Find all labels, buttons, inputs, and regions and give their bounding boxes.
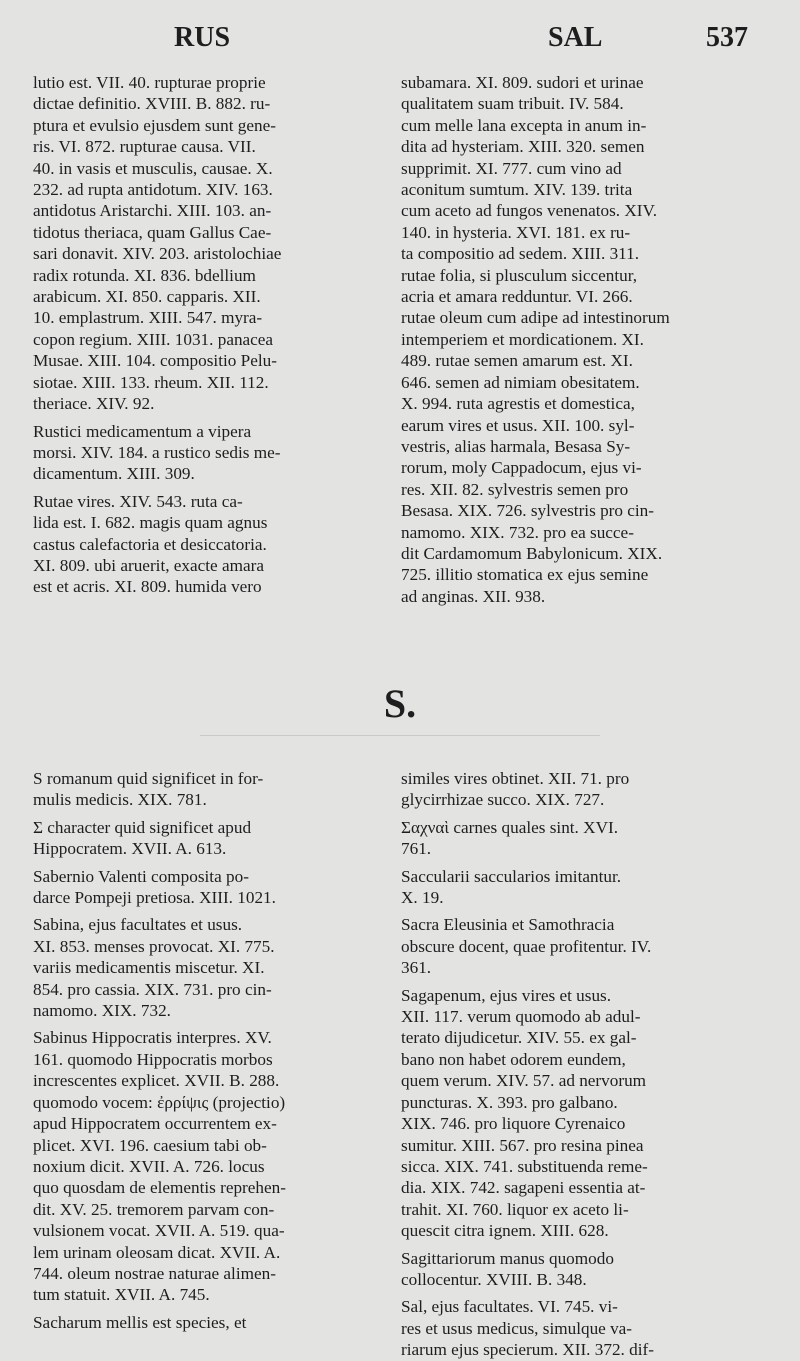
text-line: cum melle lana excepta in anum in- <box>401 115 647 135</box>
text-line: lida est. I. 682. magis quam agnus <box>33 513 268 533</box>
index-entry <box>33 72 388 415</box>
text-line: apud Hippocratem occurrentem ex- <box>33 1114 277 1134</box>
header-left-keyword: RUS <box>174 22 231 53</box>
text-line: lem urinam oleosam dicat. XVII. A. <box>33 1242 281 1262</box>
text-line: Hippocratem. XVII. A. 613. <box>33 839 227 859</box>
index-entry-rustici <box>33 421 388 485</box>
text-line: Sal, ejus facultates. VI. 745. vi- <box>401 1297 618 1317</box>
text-line: sumitur. XIII. 567. pro resina pinea <box>401 1135 644 1155</box>
index-entry-rutae <box>33 491 388 598</box>
text-line: 646. semen ad nimiam obesitatem. <box>401 372 640 392</box>
index-entry-sigma <box>33 817 388 860</box>
text-line: XI. 809. ubi aruerit, exacte amara <box>33 555 264 575</box>
index-entry-sacharum-cont <box>401 768 756 811</box>
section-divider <box>200 735 600 736</box>
text-line: dit Cardamomum Babylonicum. XIX. <box>401 543 663 563</box>
text-line: 10. emplastrum. XIII. 547. myra- <box>33 308 263 328</box>
text-line: similes vires obtinet. XII. 71. pro <box>401 769 630 788</box>
text-line: ris. VI. 872. rupturae causa. VII. <box>33 137 256 157</box>
text-line: dia. XIX. 742. sagapeni essentia at- <box>401 1178 646 1198</box>
text-line: namomo. XIX. 732. pro ea succe- <box>401 522 634 542</box>
text-line: Sacharum mellis est species, et <box>33 1312 247 1332</box>
text-line: rutae folia, si plusculum siccentur, <box>401 265 638 285</box>
text-line: radix rotunda. XI. 836. bdellium <box>33 265 256 285</box>
text-line: 489. rutae semen amarum est. XI. <box>401 351 633 371</box>
text-line: rorum, moly Cappadocum, ejus vi- <box>401 458 642 478</box>
text-line: mulis medicis. XIX. 781. <box>33 790 207 810</box>
index-entry-saccularii <box>401 866 756 909</box>
text-line: Σαχναὶ carnes quales sint. XVI. <box>401 817 619 837</box>
index-entry-sal <box>401 1296 756 1360</box>
text-line: castus calefactoria et desiccatoria. <box>33 534 267 554</box>
index-entry-sabina <box>33 914 388 1021</box>
text-line: aconitum sumtum. XIV. 139. trita <box>401 180 633 200</box>
text-line: ad anginas. XII. 938. <box>401 586 546 606</box>
text-line: theriace. XIV. 92. <box>33 394 155 414</box>
text-line: obscure docent, quae profitentur. IV. <box>401 936 652 956</box>
text-line: terato dijudicetur. XIV. 55. ex gal- <box>401 1028 637 1048</box>
text-line: 854. pro cassia. XIX. 731. pro cin- <box>33 979 272 999</box>
text-line: 725. illitio stomatica ex ejus semine <box>401 565 649 585</box>
text-line: 40. in vasis et musculis, causae. X. <box>33 158 273 178</box>
index-entry-sagittariorum <box>401 1248 756 1291</box>
text-line: Σ character quid significet apud <box>33 817 252 837</box>
top-right-column <box>401 72 756 607</box>
text-line: riarum ejus specierum. XII. 372. dif- <box>401 1340 654 1360</box>
text-line: 232. ad rupta antidotum. XIV. 163. <box>33 180 273 200</box>
text-line: est et acris. XI. 809. humida vero <box>33 577 262 597</box>
text-line: morsi. XIV. 184. a rustico sedis me- <box>33 442 281 462</box>
top-left-column <box>33 72 388 598</box>
index-entry <box>401 72 756 607</box>
index-entry-sabinus <box>33 1027 388 1305</box>
text-line: trahit. XI. 760. liquor ex aceto li- <box>401 1199 629 1219</box>
text-line: Sagapenum, ejus vires et usus. <box>401 985 612 1005</box>
text-line: res et usus medicus, simulque va- <box>401 1318 633 1338</box>
text-line: qualitatem suam tribuit. IV. 584. <box>401 94 624 114</box>
text-line: sari donavit. XIV. 203. aristolochiae <box>33 244 282 264</box>
text-line: Sacra Eleusinia et Samothracia <box>401 915 615 935</box>
section-letter-heading: S. <box>383 681 417 726</box>
text-line: plicet. XVI. 196. caesium tabi ob- <box>33 1135 267 1155</box>
text-line: dictae definitio. XVIII. B. 882. ru- <box>33 94 271 114</box>
text-line: tidotus theriaca, quam Gallus Cae- <box>33 222 272 242</box>
text-line: subamara. XI. 809. sudori et urinae <box>401 73 644 92</box>
index-entry-sacharum <box>33 1312 388 1333</box>
text-line: collocentur. XVIII. B. 348. <box>401 1269 587 1289</box>
text-line: arabicum. XI. 850. capparis. XII. <box>33 287 261 307</box>
text-line: puncturas. X. 393. pro galbano. <box>401 1092 618 1112</box>
text-line: intemperiem et mordicationem. XI. <box>401 329 644 349</box>
text-line: noxium dicit. XVII. A. 726. locus <box>33 1156 265 1176</box>
text-line: quescit citra ignem. XIII. 628. <box>401 1221 609 1241</box>
text-line: namomo. XIX. 732. <box>33 1001 171 1021</box>
text-line: dicamentum. XIII. 309. <box>33 464 195 484</box>
text-line: Sabinus Hippocratis interpres. XV. <box>33 1028 272 1048</box>
bottom-right-column <box>401 768 756 1361</box>
text-line: quem verum. XIV. 57. ad nervorum <box>401 1071 647 1091</box>
text-line: X. 19. <box>401 888 444 908</box>
index-entry-sacra <box>401 914 756 978</box>
header-right-keyword: SAL <box>548 22 603 53</box>
text-line: Sabernio Valenti composita po- <box>33 866 249 886</box>
text-line: 140. in hysteria. XVI. 181. ex ru- <box>401 222 631 242</box>
text-line: earum vires et usus. XII. 100. syl- <box>401 415 635 435</box>
index-entry-s <box>33 768 388 811</box>
text-line: increscentes explicet. XVII. B. 288. <box>33 1071 280 1091</box>
text-line: X. 994. ruta agrestis et domestica, <box>401 394 635 414</box>
text-line: Sabina, ejus facultates et usus. <box>33 915 243 935</box>
bottom-left-column <box>33 768 388 1333</box>
text-line: Sagittariorum manus quomodo <box>401 1248 614 1268</box>
running-head <box>0 22 800 62</box>
index-entry-sachnai <box>401 817 756 860</box>
index-entry-sagapenum <box>401 985 756 1242</box>
text-line: dita ad hysteriam. XIII. 320. semen <box>401 137 645 157</box>
text-line: 361. <box>401 958 432 978</box>
text-line: quomodo vocem: ἐρρίψις (projectio) <box>33 1092 286 1112</box>
text-line: Rutae vires. XIV. 543. ruta ca- <box>33 491 243 511</box>
text-line: Rustici medicamentum a vipera <box>33 421 252 441</box>
text-line: XI. 853. menses provocat. XI. 775. <box>33 936 275 956</box>
text-line: vestris, alias harmala, Besasa Sy- <box>401 436 631 456</box>
text-line: vulsionem vocat. XVII. A. 519. qua- <box>33 1221 285 1241</box>
text-line: XII. 117. verum quomodo ab adul- <box>401 1007 641 1027</box>
text-line: copon regium. XIII. 1031. panacea <box>33 329 274 349</box>
text-line: quo quosdam de elementis reprehen- <box>33 1178 286 1198</box>
text-line: siotae. XIII. 133. rheum. XII. 112. <box>33 372 269 392</box>
page-number: 537 <box>706 22 748 53</box>
text-line: rutae oleum cum adipe ad intestinorum <box>401 308 670 328</box>
text-line: acria et amara redduntur. VI. 266. <box>401 287 633 307</box>
text-line: Musae. XIII. 104. compositio Pelu- <box>33 351 277 371</box>
text-line: tum statuit. XVII. A. 745. <box>33 1285 210 1305</box>
text-line: S romanum quid significet in for- <box>33 769 264 788</box>
text-line: XIX. 746. pro liquore Cyrenaico <box>401 1114 626 1134</box>
text-line: variis medicamentis miscetur. XI. <box>33 958 265 978</box>
text-line: lutio est. VII. 40. rupturae proprie <box>33 73 266 92</box>
text-line: cum aceto ad fungos venenatos. XIV. <box>401 201 657 221</box>
text-line: 761. <box>401 839 432 859</box>
text-line: ta compositio ad sedem. XIII. 311. <box>401 244 640 264</box>
text-line: res. XII. 82. sylvestris semen pro <box>401 479 629 499</box>
text-line: ptura et evulsio ejusdem sunt gene- <box>33 115 276 135</box>
text-line: supprimit. XI. 777. cum vino ad <box>401 158 622 178</box>
text-line: darce Pompeji pretiosa. XIII. 1021. <box>33 888 276 908</box>
text-line: dit. XV. 25. tremorem parvam con- <box>33 1199 275 1219</box>
text-line: 161. quomodo Hippocratis morbos <box>33 1049 273 1069</box>
index-entry-sabernio <box>33 866 388 909</box>
text-line: bano non habet odorem eundem, <box>401 1049 626 1069</box>
text-line: glycirrhizae succo. XIX. 727. <box>401 790 605 810</box>
text-line: 744. oleum nostrae naturae alimen- <box>33 1263 276 1283</box>
text-line: antidotus Aristarchi. XIII. 103. an- <box>33 201 272 221</box>
text-line: sicca. XIX. 741. substituenda reme- <box>401 1156 648 1176</box>
text-line: Saccularii saccularios imitantur. <box>401 866 622 886</box>
text-line: Besasa. XIX. 726. sylvestris pro cin- <box>401 501 654 521</box>
